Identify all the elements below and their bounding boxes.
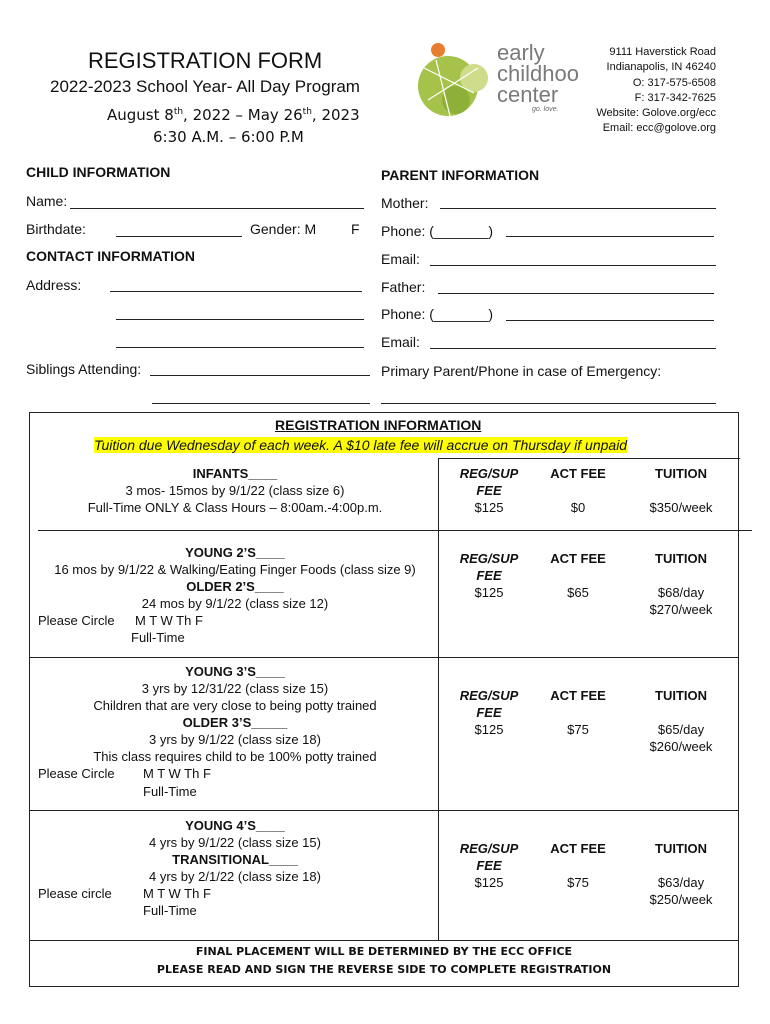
act-fee-cell: ACT FEE $75 (550, 688, 606, 737)
fours-fulltime: Full-Time (143, 903, 197, 918)
office-phone: O: 317-575-6508 (632, 76, 716, 89)
reg-fee-cell: REG/SUP FEE $125 (459, 841, 519, 890)
gender-label[interactable]: Gender: M (250, 221, 317, 237)
city: Indianapolis, IN 46240 (606, 61, 716, 74)
threes-circle-label: Please Circle (38, 766, 115, 781)
phone-1-label: Phone: (_______) (381, 223, 494, 239)
form-title: REGISTRATION FORM (88, 48, 323, 73)
street: 9111 Haverstick Road (609, 46, 716, 58)
program-hours: 6:30 A.M. – 6:00 P.M (153, 128, 304, 146)
twos-class: YOUNG 2’S____ 16 mos by 9/1/22 & Walking/Eating Finger Foods (class size 9) OLDER 2’S____ 24 mos by 9/1/22 (class size 12) (54, 545, 416, 611)
parent-info-heading: PARENT INFORMATION (381, 167, 540, 183)
child-info-heading: CHILD INFORMATION (26, 164, 171, 180)
registration-heading: REGISTRATION INFORMATION (275, 417, 482, 433)
email-2-field[interactable] (430, 348, 716, 349)
contact-info-heading: CONTACT INFORMATION (26, 248, 196, 264)
reg-fee-cell: REG/SUP FEE $125 (459, 688, 519, 737)
email: Email: ecc@golove.org (602, 122, 716, 135)
email-2-label: Email: (381, 334, 420, 350)
tuition-cell: TUITION $63/day $250/week (649, 841, 713, 907)
tuition-cell: TUITION $68/day $270/week (649, 551, 713, 617)
emergency-label: Primary Parent/Phone in case of Emergency: (381, 363, 662, 379)
reg-fee-cell: REG/SUP FEE $125 (459, 466, 519, 515)
name-field[interactable] (70, 208, 364, 209)
school-year: 2022-2023 School Year- All Day Program (50, 77, 360, 96)
emergency-field[interactable] (381, 403, 716, 404)
twos-fulltime: Full-Time (131, 630, 185, 645)
row-divider (38, 530, 752, 531)
act-fee-cell: ACT FEE $75 (550, 841, 606, 890)
twos-circle-label: Please Circle (38, 613, 115, 628)
email-1-field[interactable] (430, 265, 716, 266)
name-label: Name: (26, 193, 68, 209)
tuition-notice: Tuition due Wednesday of each week. A $10 late fee will accrue on Thursday if unpaid (94, 437, 628, 453)
gender-female[interactable]: F (351, 221, 360, 237)
tuition-cell: TUITION $350/week (649, 466, 713, 515)
phone-2-label: Phone: (_______) (381, 306, 494, 322)
tuition-cell: TUITION $65/day $260/week (649, 688, 713, 754)
logo-wordmark: early childhoo center (497, 40, 579, 107)
threes-days[interactable]: M T W Th F (143, 766, 211, 781)
row-divider (30, 810, 738, 811)
fours-days[interactable]: M T W Th F (143, 886, 211, 901)
birthdate-label: Birthdate: (26, 221, 86, 237)
father-label: Father: (381, 279, 426, 295)
row-divider (30, 657, 738, 658)
father-field[interactable] (438, 293, 714, 294)
address-label: Address: (26, 277, 82, 293)
reg-fee-cell: REG/SUP FEE $125 (459, 551, 519, 600)
address-line-1[interactable] (110, 291, 362, 292)
threes-fulltime: Full-Time (143, 784, 197, 799)
threes-class: YOUNG 3’S____ 3 yrs by 12/31/22 (class size 15) Children that are very close to being potty trained OLDER 3’S_____ 3 yrs by 9/1/22 (class size 18) This class requires child to be 100% potty trained (93, 664, 377, 764)
center-contact (596, 45, 716, 137)
logo-tagline: go. love. (532, 106, 559, 113)
infants-class: INFANTS____ 3 mos- 15mos by 9/1/22 (class size 6) Full-Time ONLY & Class Hours – 8:00am.-4:00p.m. (87, 466, 383, 515)
mother-field[interactable] (440, 208, 716, 209)
website: Website: Golove.org/ecc (596, 107, 716, 120)
phone-2-field[interactable] (506, 320, 714, 321)
row-divider (30, 940, 738, 941)
siblings-field-2[interactable] (152, 403, 370, 404)
fax: F: 317-342-7625 (634, 91, 716, 104)
fours-circle-label: Please circle (38, 886, 112, 901)
phone-1-field[interactable] (506, 236, 714, 237)
act-fee-cell: ACT FEE $65 (550, 551, 606, 600)
email-1-label: Email: (381, 251, 420, 267)
registration-footer: FINAL PLACEMENT WILL BE DETERMINED BY THE ECC OFFICE PLEASE READ AND SIGN THE REVERSE SIDE TO COMPLETE REGISTRATION (156, 945, 612, 976)
birthdate-field[interactable] (116, 236, 242, 237)
address-line-3[interactable] (116, 347, 364, 348)
address-line-2[interactable] (116, 319, 364, 320)
fours-class: YOUNG 4’S____ 4 yrs by 9/1/22 (class size 15) TRANSITIONAL____ 4 yrs by 2/1/22 (class size 18) (149, 818, 321, 884)
program-dates: August 8th, 2022 – May 26th, 2023 (107, 106, 360, 124)
siblings-label: Siblings Attending: (26, 361, 142, 377)
twos-days[interactable]: M T W Th F (135, 613, 203, 628)
mother-label: Mother: (381, 195, 429, 211)
act-fee-cell: ACT FEE $0 (550, 466, 606, 515)
siblings-field[interactable] (150, 375, 370, 376)
